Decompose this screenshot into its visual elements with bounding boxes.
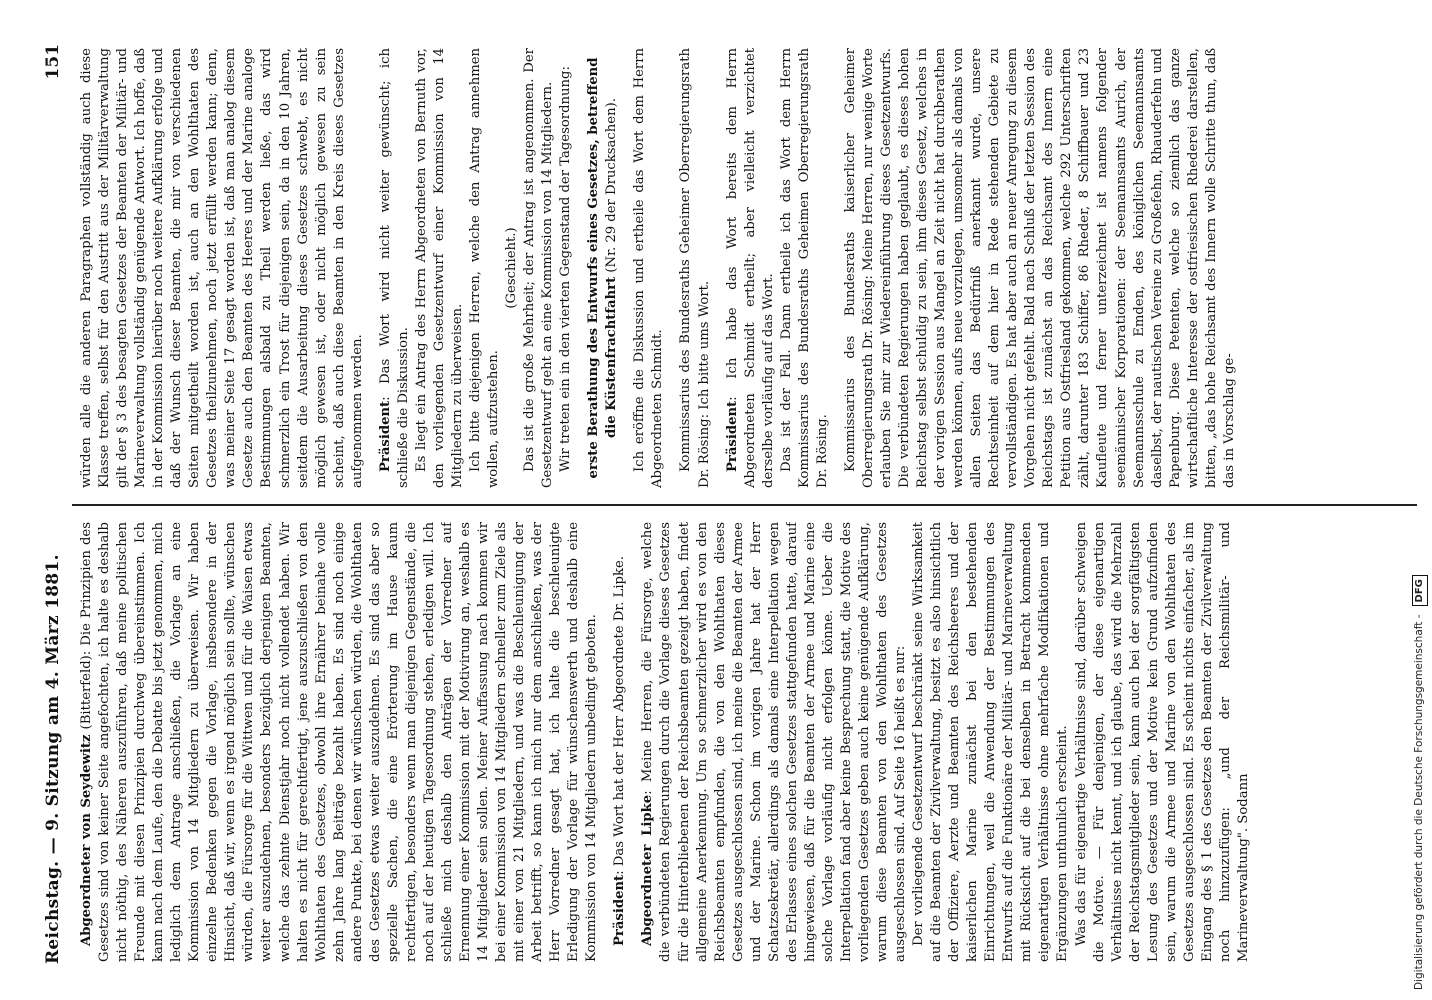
speech-paragraph: Was das für eigenartige Verhältnisse sind, darüber schweigen die Motive. — Für denjenigen, der diese eigenartigen Verhältnisse nicht kennt, und ich glaube, das wird die Mehrzahl der Reichstagsmitglieder sein, kann auch bei der sorgfältigsten Lesung des Gesetzes und der Motive kein Grund aufzufinden sein, warum die Armee und Marine von den Wohlthaten des Gesetzes ausgeschlossen sind. Es scheint nichts einfacher, als im Eingang des § 1 des Gesetzes den Beamten der Zivilverwaltung noch hinzuzufügen: „und der Reichsmilitär- und Marineverwaltung". Sodann xyxy=(1073,522,1251,962)
speaker-name: Präsident xyxy=(377,400,393,472)
speech-paragraph xyxy=(724,48,778,488)
speech-paragraph xyxy=(611,522,629,962)
speaker-name: Abgeordneter Lipke xyxy=(640,794,656,946)
speech-paragraph: Das ist der Fall. Dann ertheile ich das Wort dem Herrn Kommissarius des Bundesraths Geheimen Oberregierungsrath Dr. Rösing. xyxy=(778,48,830,488)
agenda-title: erste Berathung des Entwurfs eines Gesetzes, betreffend die Küstenfrachtfahrt xyxy=(586,57,620,479)
speech-paragraph: Es liegt ein Antrag des Herrn Abgeordneten von Bernuth vor, den vorliegenden Gesetzentwurf einer Kommission von 14 Mitgliedern zu überweisen. xyxy=(413,48,465,488)
speech-paragraph: Wir treten ein in den vierten Gegenstand der Tagesordnung: xyxy=(558,66,574,472)
agenda-reference: (Nr. 29 der Drucksachen). xyxy=(604,98,620,277)
speech-paragraph: Das ist die große Mehrheit; der Antrag ist angenommen. Der Gesetzentwurf geht an eine Kommission von 14 Mitgliedern. xyxy=(522,48,556,488)
agenda-item xyxy=(585,48,621,488)
speech-text: : Das Wort hat der Herr Abgeordnete Dr. Lipke. xyxy=(612,556,628,875)
speech-text: (Bitterfeld): Die Prinzipien des Gesetzes sind von keiner Seite angefochten, ich halte es deshalb nicht nöthig, des Näheren auszuführen, daß meine politischen Freunde mit diesen Prinzipien durchweg übereinstimmen. Ich kann nach dem Laufe, den die Debatte bis jetzt genommen, mich lediglich dem Antrage anschließen, die Vorlage an eine Kommission von 14 Mitgliedern zu überweisen. Wir haben einzelne Bedenken gegen die Vorlage, insbesondere in der Hinsicht, daß wir, wenn es irgend möglich sein sollte, wünschen würden, die Fürsorge für die Wittwen und für die Waisen etwas weiter auszudehnen, besonders bezüglich derjenigen Beamten, welche das zehnte Dienstjahr noch nicht vollendet haben. Wir halten es nicht für gerechtfertigt, jene auszuschließen von den Wohlthaten des Gesetzes, obwohl ihre Ernährer beinahe volle zehn Jahre lang Beiträge bezahlt haben. Es sind noch einige andere Punkte, bei denen wir wünschen würden, die Wohlthaten des Gesetzes etwas weiter auszudehnen. Es sind das aber so spezielle Sachen, die eine Erörterung im Hause kaum rechtfertigen, besonders wenn man diejenigen Gegenstände, die noch auf der heutigen Tagesordnung stehen, erledigen will. Ich schließe mich deshalb den Anträgen der Vorredner auf Ernennung einer Kommission mit der Motivirung an, weshalb es 14 Mitglieder sein sollen. Meiner Auffassung nach kommen wir bei einer Kommission von 14 Mitgliedern schneller zum Ziele als mit einer von 21 Mitgliedern, und was die Beschleunigung der Arbeit betrifft, so kann ich mich nur dem anschließen, was der Herr Vorredner gesagt hat, ich halte die beschleunigte Erledigung der Vorlage für wünschenswerth und deshalb eine Kommission von 14 Mitgliedern unbedingt geboten. xyxy=(79,522,600,962)
speech-paragraph: Kommissarius des Bundesraths Geheimer Oberregierungsrath Dr. Rösing: Ich bitte ums Wort. xyxy=(678,48,712,488)
left-column xyxy=(78,522,1418,962)
quoted-paragraph: Der vorliegende Gesetzentwurf beschränkt seine Wirksamkeit auf die Beamten der Zivilverwaltung, besitzt es also hinsichtlich der Offiziere, Aerzte und Beamten des Reichsheeres und der kaiserlichen Marine zunächst bei den bestehenden Einrichtungen, weil die Anwendung der Bestimmungen des Entwurfs auf die Funktionäre der Militär- und Marineverwaltung mit Rücksicht auf die bei denselben in Betracht kommenden eigenartigen Verhältnisse ohne mehrfache Modifikationen und Ergänzungen unthunlich erscheint. xyxy=(911,522,1071,962)
dfg-credit-text: Digitalisierung gefördert durch die Deutsche Forschungsgemeinschaft - xyxy=(1413,614,1425,990)
column-divider xyxy=(72,504,1417,506)
page-number: 151 xyxy=(43,44,63,80)
speaker-name: Präsident xyxy=(612,874,628,946)
speech-paragraph: Ich bitte diejenigen Herren, welche den Antrag annehmen wollen, aufzustehen. xyxy=(467,48,502,488)
speech-paragraph xyxy=(377,48,413,488)
speech-text: : Meine Herren, die Fürsorge, welche die verbündeten Regierungen durch die Vorlage dieses Gesetzes für die Hinterbliebenen der Reichsbeamten gezeigt haben, findet allgemeine Anerkennung. Um so schmerzlicher wird es von den Reichsbeamten empfunden, die von den Wohlthaten dieses Gesetzes ausgeschlossen sind, ich meine die Beamten der Armee und der Marine. Schon im vorigen Jahre hat der Herr Schatzsekretär, allerdings als damals eine Interpellation wegen des Erlasses eines solchen Gesetzes stattgefunden hatte, darauf hingewiesen, daß für die Beamten der Armee und Marine eine solche Vorlage vorläufig nicht erfolgen könne. Ueber die Interpellation fand aber keine Besprechung statt, die Motive des vorliegenden Gesetzes geben auch keine genügende Aufklärung, warum diese Beamten von den Wohlthaten des Gesetzes ausgeschlossen sind. Auf Seite 16 heißt es nur: xyxy=(640,522,909,962)
speech-paragraph: Kommissarius des Bundesraths kaiserlicher Geheimer Oberregierungsrath Dr. Rösing: Meine Herren, nur wenige Worte erlauben Sie mir zur Wiedereinführung dieses Gesetzentwurfs. Die verbündeten Regierungen haben geglaubt, es dieses hohen Reichstag selbst schuldig zu sein, ihm dieses Gesetz, welches in der vorigen Session aus Mangel an Zeit nicht hat durchberathen werden können, aufs neue vorzulegen, umsomehr als damals von allen Seiten das Bedürfniß anerkannt wurde, unsere Rechtseinheit auf dem hier in Rede stehenden Gebiete zu vervollständigen. Es hat aber auch an neuer Anregung zu diesem Vorgehen nicht gefehlt. Bald nach Schluß der letzten Session des Reichstags ist zunächst an das Reichsamt des Innern eine Petition aus Ostfriesland gekommen, welche 292 Unterschriften zählt, darunter 183 Schiffer, 86 Rheder, 8 Schiffbauer und 23 Kaufleute und ferner unterzeichnet ist namens folgender seemännischer Korporationen: der Seemannsamts Aurich, der Seemannsschule zu Emden, des königlichen Seemannsamts daselbst, der nautischen Vereine zu Großefehn, Rhauderfehn und Papenburg. Diese Petenten, welche so ziemlich das ganze wirtschaftliche Interesse der ostfriesischen Rhederei darstellen, bitten, „das hohe Reichsamt des Innern wolle Schritte thun, daß das in Vorschlag ge- xyxy=(842,48,1237,488)
speech-text: : Das Wort wird nicht weiter gewünscht; ich schließe die Diskussion. xyxy=(377,48,411,488)
running-title: Reichstag. — 9. Sitzung am 4. März 1881. xyxy=(43,554,63,964)
page-header xyxy=(40,44,66,964)
dfg-logo: DFG xyxy=(1412,575,1428,606)
dfg-credit xyxy=(1408,18,1430,990)
speech-paragraph: Ich eröffne die Diskussion und ertheile das Wort dem Herrn Abgeordneten Schmidt. xyxy=(632,48,666,488)
speaker-name: Präsident xyxy=(724,400,740,472)
speech-text: : Ich habe das Wort bereits dem Herrn Abgeordneten Schmidt ertheilt; aber vielleicht verzichtet derselbe vorläufig auf das Wort. xyxy=(724,48,776,488)
speech-paragraph xyxy=(639,522,910,962)
right-column xyxy=(78,48,1418,488)
speech-paragraph: würden alle die anderen Paragraphen vollständig auch diese Klasse treffen, selbst für den Austritt aus der Militärverwaltung gilt der § 3 des besagten Gesetzes der Beamten der Militär- und Marineverwaltung vollständig genügende Antwort. Ich hoffe, daß in der Kommission hierüber noch weitere Aufklärung erfolge und daß der Wunsch dieser Beamten, die mir von verschiedenen Seiten mitgetheilt worden ist, auch an den Wohlthaten des Gesetzes theilzunehmen, noch jetzt erfüllt werden kann; denn, was meiner Seite 17 gesagt worden ist, daß man analog diesem Gesetze auch den Beamten des Heeres und der Marine analoge Bestimmungen alsbald zu Theil werden ließe, das wird schmerzlich ein Trost für diejenigen sein, da in den 10 Jahren, seitdem die Ausarbeitung dieses Gesetzes schwebt, es nicht möglich gewesen ist, oder nicht möglich gewesen zu sein scheint, daß auch diese Beamten in den Kreis dieses Gesetzes aufgenommen werden. xyxy=(79,48,365,488)
speech-paragraph xyxy=(78,522,601,962)
speaker-name: Abgeordneter von Seydewitz xyxy=(79,734,94,946)
stage-direction: (Geschieht.) xyxy=(504,227,520,309)
dfg-credit-strip xyxy=(1406,18,1432,990)
